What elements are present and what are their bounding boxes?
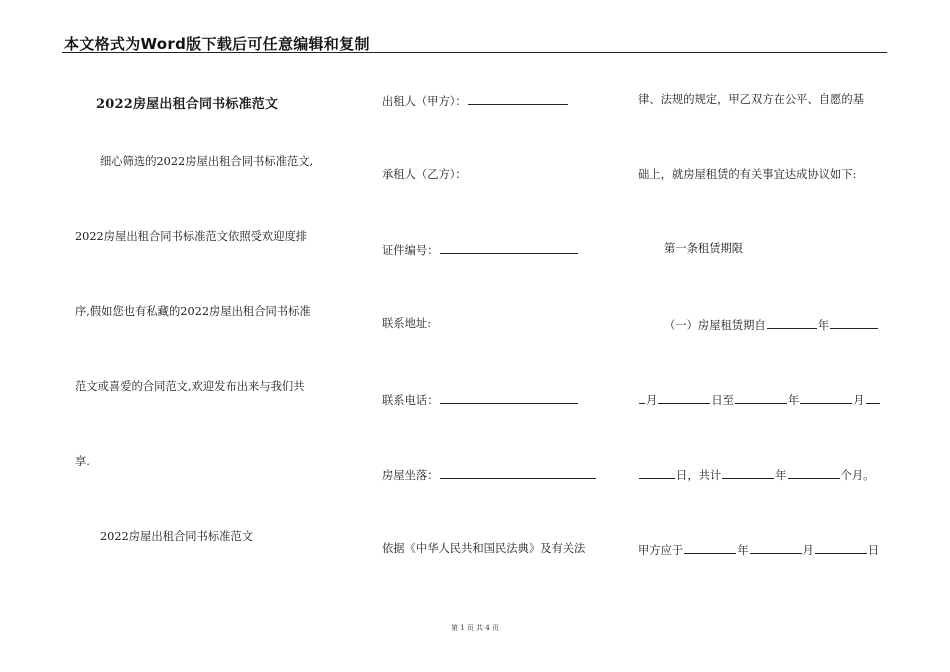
lessor-blank[interactable] bbox=[468, 93, 568, 105]
subtitle: 2022房屋出租合同书标准范文 bbox=[100, 530, 254, 543]
end-month-blank[interactable] bbox=[800, 392, 852, 404]
pay-day-blank[interactable] bbox=[815, 542, 867, 554]
intro-line-2: 2022房屋出租合同书标准范文依照受欢迎度排 bbox=[75, 230, 308, 243]
term-line-3 bbox=[638, 467, 874, 483]
month-label: 月 bbox=[646, 394, 658, 407]
term-line-2 bbox=[638, 392, 881, 408]
intro-line-4: 范文或喜爱的合同范文,欢迎发布出来与我们共 bbox=[75, 380, 305, 393]
end-day-label: 日 bbox=[676, 469, 688, 482]
id-number-label: 证件编号： bbox=[382, 244, 439, 257]
pay-month-blank[interactable] bbox=[750, 542, 802, 554]
pay-month-label: 月 bbox=[802, 544, 814, 557]
end-day-blank-cont[interactable] bbox=[639, 467, 675, 479]
intro-line-3: 序,假如您也有私藏的2022房屋出租合同书标准 bbox=[75, 305, 311, 318]
phone-blank[interactable] bbox=[440, 392, 578, 404]
start-month-blank-cont[interactable] bbox=[639, 392, 645, 404]
end-year-blank[interactable] bbox=[735, 392, 787, 404]
location-field bbox=[382, 467, 597, 483]
pay-day-label: 日 bbox=[867, 544, 880, 557]
legal-basis-line: 依据《中华人民共和国民法典》及有关法 bbox=[382, 542, 586, 555]
id-number-field bbox=[382, 242, 579, 258]
phone-label: 联系电话： bbox=[382, 394, 439, 407]
total-years-blank[interactable] bbox=[722, 467, 774, 479]
article-1-heading: 第一条租赁期限 bbox=[664, 242, 744, 255]
end-month-label: 月 bbox=[853, 394, 865, 407]
lessor-label: 出租人（甲方）： bbox=[382, 95, 467, 108]
total-label: ，共计 bbox=[687, 469, 722, 482]
pay-year-label: 年 bbox=[737, 544, 749, 557]
start-year-blank[interactable] bbox=[767, 317, 817, 329]
year-label: 年 bbox=[817, 319, 829, 332]
lessee-field bbox=[382, 168, 467, 182]
day-to-label: 日至 bbox=[711, 394, 734, 407]
clause-line-2: 础上，就房屋租赁的有关事宜达成协议如下: bbox=[638, 168, 857, 181]
pay-year-blank[interactable] bbox=[684, 542, 736, 554]
header-divider bbox=[62, 52, 887, 53]
clause-line-1: 律、法规的规定，甲乙双方在公平、自愿的基 bbox=[638, 93, 864, 106]
location-label: 房屋坐落： bbox=[382, 469, 439, 482]
start-month-blank[interactable] bbox=[830, 317, 878, 329]
months-label: 个月。 bbox=[840, 469, 875, 482]
page-number: 第 1 页 共 4 页 bbox=[450, 624, 500, 632]
party-a-should-label: 甲方应于 bbox=[638, 544, 684, 557]
document-header-title: 本文格式为Word版下载后可任意编辑和复制 bbox=[64, 35, 370, 53]
lessee-label: 承租人（乙方）： bbox=[382, 168, 467, 181]
document-title: 2022房屋出租合同书标准范文 bbox=[96, 97, 279, 112]
term-line-1 bbox=[664, 317, 879, 333]
payment-line bbox=[638, 542, 879, 558]
term-label: （一）房屋租赁期自 bbox=[664, 319, 766, 332]
end-day-blank[interactable] bbox=[866, 392, 880, 404]
address-field bbox=[382, 317, 431, 331]
id-number-blank[interactable] bbox=[440, 242, 578, 254]
total-months-blank[interactable] bbox=[788, 467, 840, 479]
intro-line-1: 细心筛选的2022房屋出租合同书标准范文, bbox=[100, 155, 314, 168]
total-year-label: 年 bbox=[775, 469, 787, 482]
location-blank[interactable] bbox=[440, 467, 596, 479]
address-label: 联系地址: bbox=[382, 317, 431, 330]
lessor-field bbox=[382, 93, 569, 109]
intro-line-5: 享. bbox=[75, 455, 90, 468]
phone-field bbox=[382, 392, 579, 408]
start-day-blank[interactable] bbox=[658, 392, 710, 404]
end-year-label: 年 bbox=[787, 394, 800, 407]
